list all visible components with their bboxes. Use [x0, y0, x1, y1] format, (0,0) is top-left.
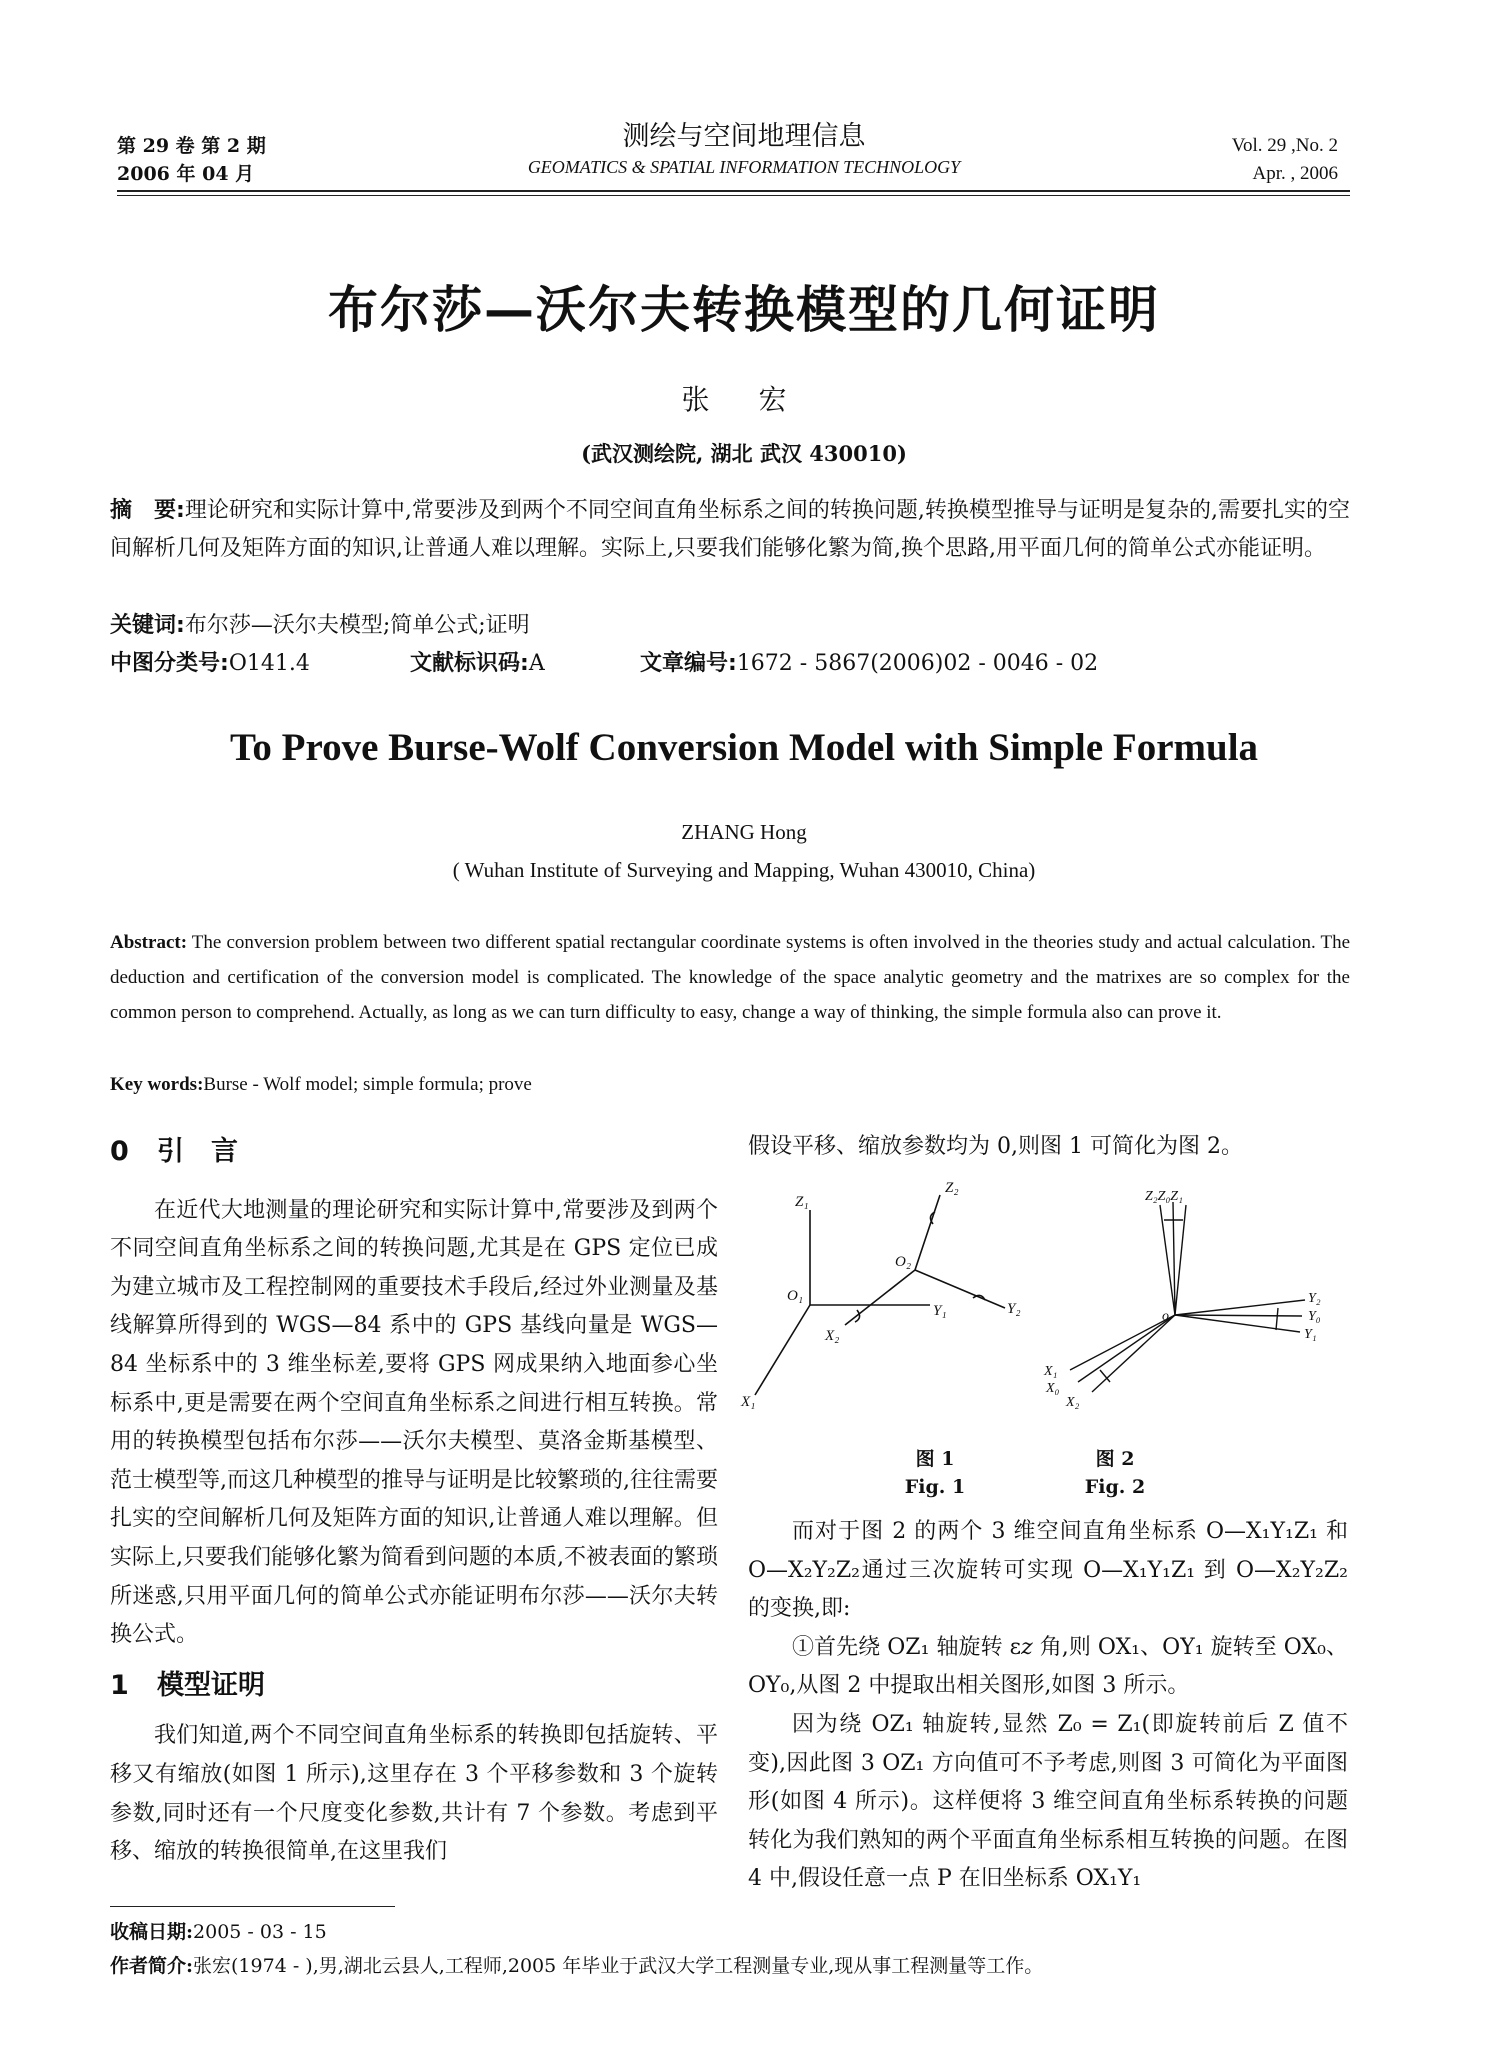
- doc-code-value: A: [528, 651, 545, 676]
- fig1-label-o2: O₂: [895, 1254, 912, 1270]
- keywords-en-text: Burse - Wolf model; simple formula; prove: [203, 1074, 532, 1095]
- article-number-label: 文章编号:: [640, 651, 737, 676]
- right-paragraph-4: 因为绕 OZ₁ 轴旋转,显然 Z₀ = Z₁(即旋转前后 Z 值不变),因此图 3 OZ₁ 方向值可不予考虑,则图 3 可简化为平面图形(如图 4 所示)。这样便将 3 维空间直角坐标系转换的问题转化为我们熟知的两个平面直角坐标系相互转换的问题。在图 4 中,假设任意一点 P 在旧坐标系 OX₁Y₁: [748, 1711, 1348, 1892]
- fig2-z1-axis: [1175, 1205, 1186, 1315]
- fig1-label-y2: Y₂: [1007, 1301, 1021, 1317]
- section-1-number: 1: [110, 1669, 129, 1701]
- abstract-en-text: The conversion problem between two different spatial rectangular coordinate systems is often involved in the theories study and actual calculation. The deduction and certification of the conversion model is complicated. The knowledge of the space analytic geometry and the matrixes are so complex for the common person to comprehend. Actually, as long as we can turn difficulty to easy, change a way of thinking, the simple formula also can prove it.: [110, 932, 1350, 1023]
- right-paragraph-3: ①首先绕 OZ₁ 轴旋转 ε𝑧 角,则 OX₁、OY₁ 旋转至 OX₀、OY₀,从图 2 中提取出相关图形,如图 3 所示。: [748, 1634, 1348, 1699]
- fig2-x0-axis: [1078, 1315, 1175, 1382]
- keywords-en-label: Key words:: [110, 1074, 204, 1095]
- keywords-cn-text: 布尔莎—沃尔夫模型;简单公式;证明: [184, 613, 530, 638]
- fig1-label-z2: Z₂: [945, 1180, 959, 1196]
- header-right: [1232, 132, 1338, 188]
- fig1-x2-axis: [845, 1270, 915, 1325]
- section-0-paragraph: 在近代大地测量的理论研究和实际计算中,常要涉及到两个不同空间直角坐标系之间的转换问题,尤其是在 GPS 定位已成为建立城市及工程控制网的重要技术手段后,经过外业测量及基线解算所得到的 WGS—84 系中的 GPS 基线向量是 WGS—84 坐标系中的 3 维坐标差,要将 GPS 网成果纳入地面参心坐标系中,更是需要在两个空间直角坐标系之间进行相互转换。常用的转换模型包括布尔莎——沃尔夫模型、莫洛金斯基模型、范士模型等,而这几种模型的推导与证明是比较繁琐的,往往需要扎实的空间解析几何及矩阵方面的知识,让普通人难以理解。但实际上,只要我们能够化繁为简看到问题的本质,不被表面的繁琐所迷惑,只用平面几何的简单公式亦能证明布尔莎——沃尔夫转换公式。: [110, 1197, 718, 1648]
- received-date: 2005 - 03 - 15: [193, 1921, 327, 1943]
- keywords-cn-label: 关键词:: [110, 613, 185, 638]
- fig1-label-x1: X₁: [741, 1394, 756, 1410]
- header-rule-thin: [117, 195, 1350, 196]
- clc-label: 中图分类号:: [110, 651, 229, 676]
- keywords-cn: [110, 607, 1350, 645]
- bio-text: 张宏(1974 - ),男,湖北云县人,工程师,2005 年毕业于武汉大学工程测量专业,现从事工程测量等工作。: [193, 1955, 1044, 1977]
- journal-name-cn: 测绘与空间地理信息: [622, 121, 866, 152]
- volume-issue-cn: 第 29 卷 第 2 期: [117, 135, 266, 157]
- footnote-received: [110, 1916, 327, 1948]
- section-0-number: 0: [110, 1136, 129, 1167]
- author-en: ZHANG Hong: [681, 820, 807, 844]
- figure-1-diagram: [735, 1170, 1065, 1410]
- fig2-x2-axis: [1092, 1315, 1175, 1392]
- doc-code-label: 文献标识码:: [410, 651, 529, 676]
- bio-label: 作者简介:: [110, 1955, 194, 1977]
- affiliation-cn: (武汉测绘院, 湖北 武汉 430010): [581, 441, 907, 466]
- date-cn: 2006 年 04 月: [117, 163, 255, 185]
- clc-value: O141.4: [228, 651, 310, 676]
- paper-title-en: To Prove Burse-Wolf Conversion Model with Simple Formula: [229, 726, 1259, 769]
- figure-1-caption: [880, 1445, 990, 1501]
- figure-2-caption-en: Fig. 2: [1084, 1476, 1146, 1498]
- fig2-label-x2: X₂: [1066, 1395, 1080, 1410]
- volume-issue-en: Vol. 29 ,No. 2: [1231, 135, 1338, 156]
- fig2-label-y2: Y₂: [1308, 1291, 1321, 1306]
- affiliation-en: ( Wuhan Institute of Surveying and Mapping, Wuhan 430010, China): [452, 858, 1036, 882]
- section-1-title: 模型证明: [157, 1669, 265, 1701]
- keywords-en: [110, 1067, 532, 1102]
- abstract-cn-label: 摘 要:: [110, 498, 185, 523]
- clc-group: [110, 645, 310, 683]
- footnote-author-bio: [110, 1950, 1043, 1982]
- section-1-heading: [110, 1667, 718, 1706]
- fig2-label-x0: X₀: [1046, 1381, 1060, 1396]
- abstract-cn-text: 理论研究和实际计算中,常要涉及到两个不同空间直角坐标系之间的转换问题,转换模型推导与证明是复杂的,需要扎实的空间解析几何及矩阵方面的知识,让普通人难以理解。实际上,只要我们能够化繁为简,换个思路,用平面几何的简单公式亦能证明。: [110, 498, 1350, 561]
- section-1-paragraph: 我们知道,两个不同空间直角坐标系的转换即包括旋转、平移又有缩放(如图 1 所示),这里存在 3 个平移参数和 3 个旋转参数,同时还有一个尺度变化参数,共计有 7 个参数。考虑到平移、缩放的转换很简单,在这里我们: [110, 1723, 718, 1865]
- section-0-heading: [110, 1133, 718, 1172]
- right-column-body: [748, 1513, 1348, 1899]
- abstract-en-label: Abstract:: [110, 932, 188, 953]
- right-column-intro: [748, 1128, 1348, 1167]
- fig1-label-z1: Z₁: [795, 1194, 809, 1210]
- fig2-y2-axis: [1175, 1300, 1305, 1315]
- right-paragraph-1: 假设平移、缩放参数均为 0,则图 1 可简化为图 2。: [748, 1134, 1243, 1159]
- figure-1-caption-cn: 图 1: [915, 1448, 955, 1470]
- date-en: Apr. , 2006: [1252, 163, 1338, 184]
- figure-2-diagram: [1040, 1170, 1340, 1410]
- fig1-label-o1: O₁: [787, 1288, 804, 1304]
- doc-code-group: [410, 645, 545, 683]
- abstract-cn: [110, 492, 1350, 568]
- section-0-title: 引 言: [157, 1136, 238, 1167]
- figure-1-caption-en: Fig. 1: [904, 1476, 966, 1498]
- article-number-group: [640, 645, 1098, 683]
- article-number-value: 1672 - 5867(2006)02 - 0046 - 02: [736, 651, 1099, 676]
- author-cn: 张 宏: [681, 383, 807, 416]
- fig1-y2-axis: [915, 1270, 1005, 1308]
- footnote-rule: [110, 1906, 395, 1907]
- fig1-z2-axis: [915, 1195, 940, 1270]
- fig2-y1-axis: [1175, 1315, 1300, 1332]
- fig2-label-y0: Y₀: [1308, 1309, 1321, 1324]
- fig2-angle-arc-y: [1276, 1308, 1278, 1330]
- abstract-en: [110, 925, 1350, 1030]
- fig2-label-y1: Y₁: [1304, 1327, 1317, 1342]
- right-paragraph-2: 而对于图 2 的两个 3 维空间直角坐标系 O—X₁Y₁Z₁ 和 O—X₂Y₂Z₂通过三次旋转可实现 O—X₁Y₁Z₁ 到 O—X₂Y₂Z₂ 的变换,即:: [748, 1519, 1348, 1622]
- fig1-x1-axis: [755, 1305, 810, 1395]
- fig2-label-x1: X₁: [1044, 1364, 1058, 1379]
- received-label: 收稿日期:: [110, 1921, 194, 1943]
- figure-2-caption-cn: 图 2: [1095, 1448, 1135, 1470]
- journal-name-en: GEOMATICS & SPATIAL INFORMATION TECHNOLOGY: [527, 157, 961, 177]
- fig1-label-y1: Y₁: [933, 1303, 947, 1319]
- paper-title-cn: 布尔莎—沃尔夫转换模型的几何证明: [328, 281, 1160, 339]
- figure-2-caption: [1060, 1445, 1170, 1501]
- fig2-label-top: Z₂Z₀Z₁: [1145, 1189, 1183, 1204]
- fig2-x1-axis: [1070, 1315, 1175, 1370]
- fig2-label-o: o: [1162, 1309, 1169, 1324]
- header-rule-thick: [117, 190, 1350, 192]
- fig1-label-x2: X₂: [825, 1328, 840, 1344]
- fig2-y0-axis: [1175, 1315, 1302, 1316]
- left-column: [110, 1133, 718, 1872]
